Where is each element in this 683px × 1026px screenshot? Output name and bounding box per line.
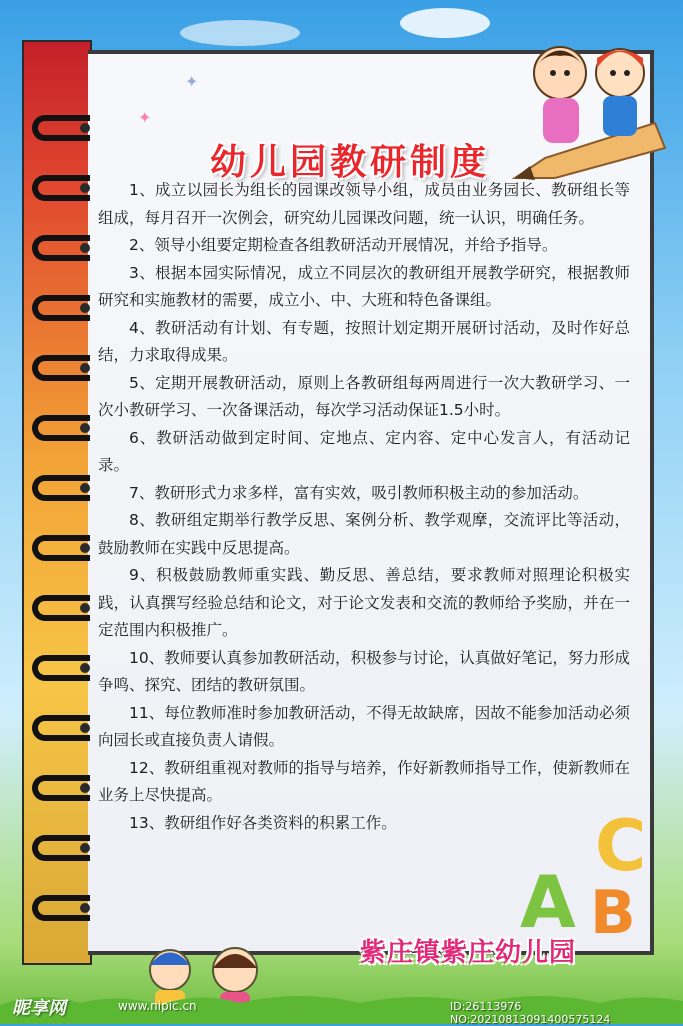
ring-hole <box>80 123 90 133</box>
rule-item: 8、教研组定期举行教学反思、案例分析、教学观摩，交流评比等活动，鼓励教师在实践中反思提高。 <box>98 511 630 557</box>
ring-hole <box>80 243 90 253</box>
ring-hole <box>80 783 90 793</box>
ring-hole <box>80 483 90 493</box>
image-id-text: ID:26113976 NO:20210813091400575124 <box>450 1000 611 1026</box>
star-icon: ✦ <box>138 108 152 127</box>
ring-hole <box>80 183 90 193</box>
cloud <box>180 20 300 46</box>
ring-hole <box>80 543 90 553</box>
ring-hole <box>80 303 90 313</box>
rule-item: 12、教研组重视对教师的指导与培养，作好新教师指导工作，使新教师在业务上尽快提高。 <box>98 758 630 804</box>
watermark-url: www.nipic.cn <box>118 999 197 1013</box>
ring-hole <box>80 723 90 733</box>
rule-item: 5、定期开展教研活动，原则上各教研组每两周进行一次大教研学习、一次小教研学习、一次备课活动，每次学习活动保证1.5小时。 <box>98 373 630 419</box>
decor-letter: B <box>590 878 636 948</box>
rule-item: 11、每位教师准时参加教研活动，不得无故缺席，因故不能参加活动必须向园长或直接负责人请假。 <box>98 703 630 749</box>
rule-item: 6、教研活动做到定时间、定地点、定内容、定中心发言人，有活动记录。 <box>98 428 630 474</box>
rule-item: 13、教研组作好各类资料的积累工作。 <box>129 813 397 832</box>
rule-item: 1、成立以园长为组长的园课改领导小组，成员由业务园长、教研组长等组成，每月召开一次例会，研究幼儿园课改问题，统一认识，明确任务。 <box>98 181 630 227</box>
decor-letter: C <box>595 805 647 887</box>
watermark-brand: 昵享网 <box>12 998 66 1019</box>
star-icon: ✦ <box>185 72 199 91</box>
kids-on-pencil-illustration <box>505 28 670 188</box>
ring-hole <box>80 903 90 913</box>
page-title: 幼儿园教研制度 <box>209 142 490 184</box>
ring-hole <box>80 423 90 433</box>
rule-item: 2、领导小组要定期检查各组教研活动开展情况，并给予指导。 <box>129 236 558 254</box>
rule-item: 3、根据本园实际情况，成立不同层次的教研组开展教学研究，根据教师研究和实施教材的需要，成立小、中、大班和特色备课组。 <box>98 263 630 309</box>
rule-item: 10、教师要认真参加教研活动，积极参与讨论，认真做好笔记，努力形成争鸣、探究、团结的教研氛围。 <box>98 648 630 694</box>
rule-item: 4、教研活动有计划、有专题，按照计划定期开展研讨活动，及时作好总结，力求取得成果。 <box>98 318 630 364</box>
ring-hole <box>80 843 90 853</box>
kindergarten-name: 紫庄镇紫庄幼儿园 <box>360 938 577 968</box>
rules-list <box>98 177 630 837</box>
decor-letter: A <box>520 860 576 944</box>
ring-hole <box>80 363 90 373</box>
ring-hole <box>80 663 90 673</box>
rule-item: 9、积极鼓励教师重实践、勤反思、善总结，要求教师对照理论积极实践，认真撰写经验总结和论文，对于论文发表和交流的教师给予奖励，并在一定范围内积极推广。 <box>98 566 630 639</box>
ring-hole <box>80 603 90 613</box>
rule-item: 7、教研形式力求多样，富有实效，吸引教师积极主动的参加活动。 <box>129 483 589 502</box>
cloud <box>400 8 490 38</box>
